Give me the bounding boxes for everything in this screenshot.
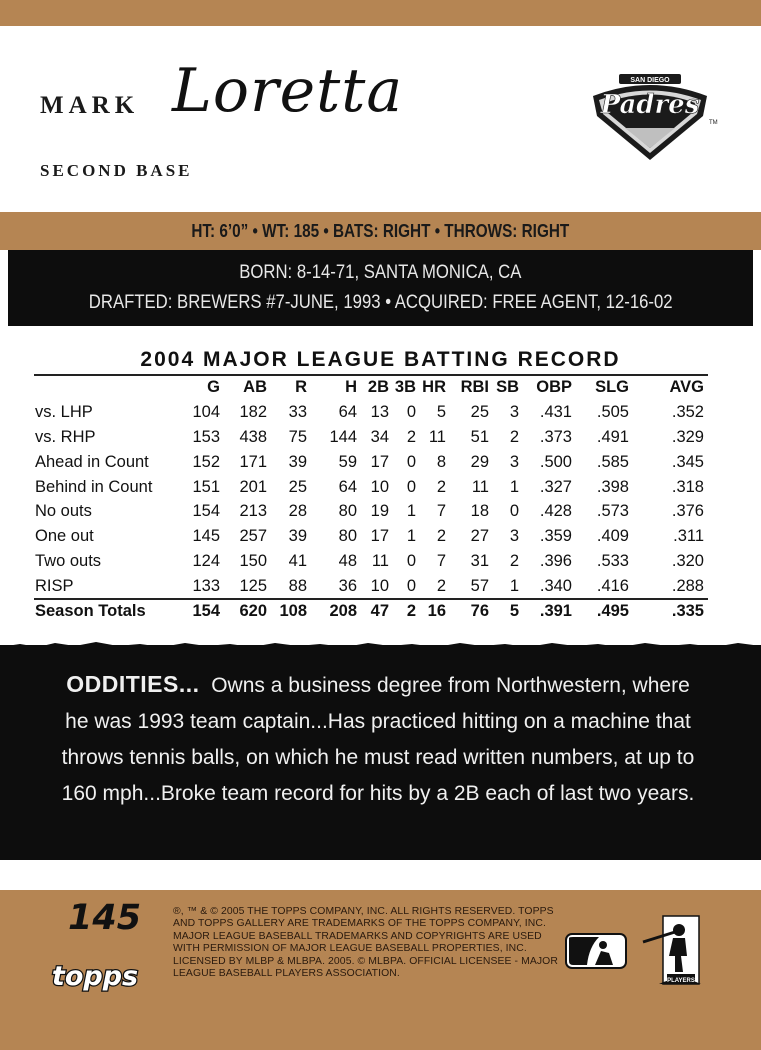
column-header: 2B — [367, 378, 389, 396]
oddities-text — [58, 666, 698, 812]
stat-cell: 104 — [192, 403, 220, 421]
stat-cell: .573 — [596, 502, 629, 520]
stat-cell: 5 — [436, 403, 446, 421]
stat-cell: 201 — [239, 478, 267, 496]
stat-cell: 8 — [436, 453, 446, 471]
column-header: AVG — [669, 378, 704, 396]
stat-cell: .352 — [671, 403, 704, 421]
stat-cell: 31 — [470, 552, 489, 570]
stat-cell: .373 — [539, 428, 572, 446]
table-row — [34, 527, 708, 551]
stat-cell: 36 — [338, 577, 357, 595]
stat-cell: 3 — [509, 527, 519, 545]
stat-cell: 133 — [192, 577, 220, 595]
season-totals-row — [34, 602, 708, 626]
stat-cell: 2 — [436, 577, 446, 595]
stat-cell: 25 — [470, 403, 489, 421]
row-label: No outs — [35, 502, 92, 520]
stat-cell: 80 — [338, 527, 357, 545]
column-header: R — [295, 378, 307, 396]
row-label: RISP — [35, 577, 74, 595]
stat-cell: 0 — [406, 403, 416, 421]
stat-cell: .396 — [539, 552, 572, 570]
stat-cell: 59 — [338, 453, 357, 471]
table-row — [34, 403, 708, 427]
stat-cell: 10 — [370, 577, 389, 595]
card-number: 145 — [68, 898, 142, 938]
stat-cell: 3 — [509, 403, 519, 421]
stat-cell: 80 — [338, 502, 357, 520]
stat-cell: 16 — [427, 602, 446, 620]
column-header: H — [345, 378, 357, 396]
stat-cell: 64 — [338, 403, 357, 421]
vitals-bar — [0, 212, 761, 250]
stat-cell: 438 — [239, 428, 267, 446]
player-first-name: MARK — [40, 92, 140, 119]
stat-cell: 152 — [192, 453, 220, 471]
stat-cell: 1 — [406, 502, 416, 520]
legal-text: ®, ™ & © 2005 THE TOPPS COMPANY, INC. ALL RIGHTS RESERVED. TOPPS AND TOPPS GALLERY ARE TRADEMARKS OF THE TOPPS COMPANY, INC. MAJOR LEAGUE BASEBALL TRADEMARKS AND COPYRIGHTS ARE USED WITH PERMISSION OF MAJOR LEAGUE BASEBALL PROPERTIES, INC. LICENSED BY MLBP & MLBPA. 2005. © MLBPA. OFFICIAL LICENSEE - MAJOR LEAGUE BASEBALL PLAYERS ASSOCIATION. — [173, 906, 558, 980]
player-last-name: Loretta — [172, 56, 404, 126]
stat-cell: .431 — [539, 403, 572, 421]
stat-cell: .495 — [596, 602, 629, 620]
stat-cell: .409 — [596, 527, 629, 545]
stat-cell: 41 — [288, 552, 307, 570]
mlb-logo-icon — [565, 933, 627, 969]
stat-cell: 125 — [239, 577, 267, 595]
column-header: OBP — [536, 378, 572, 396]
column-header: 3B — [394, 378, 416, 396]
stat-cell: .320 — [671, 552, 704, 570]
stat-cell: 150 — [239, 552, 267, 570]
column-header: G — [207, 378, 220, 396]
stat-cell: 7 — [436, 552, 446, 570]
stat-cell: 48 — [338, 552, 357, 570]
stat-cell: .311 — [673, 527, 704, 545]
svg-text:topps: topps — [51, 961, 139, 992]
oddities-heading: ODDITIES... — [66, 671, 200, 697]
stat-cell: 33 — [288, 403, 307, 421]
column-header: RBI — [460, 378, 489, 396]
stat-cell: 13 — [370, 403, 389, 421]
stat-cell: 17 — [370, 453, 389, 471]
stat-cell: .345 — [671, 453, 704, 471]
stat-cell: 1 — [406, 527, 416, 545]
draft-info: DRAFTED: BREWERS #7-JUNE, 1993 • ACQUIRED: FREE AGENT, 12-16-02 — [88, 292, 673, 313]
stat-cell: .398 — [596, 478, 629, 496]
stat-cell: 19 — [370, 502, 389, 520]
stat-cell: 182 — [239, 403, 267, 421]
row-label: One out — [35, 527, 94, 545]
stat-cell: 51 — [470, 428, 489, 446]
stat-cell: .335 — [671, 602, 704, 620]
stat-cell: .288 — [671, 577, 704, 595]
stat-cell: 0 — [406, 552, 416, 570]
stat-cell: 124 — [192, 552, 220, 570]
stat-cell: .327 — [539, 478, 572, 496]
stats-rule-top — [34, 374, 708, 376]
stat-cell: 213 — [239, 502, 267, 520]
stat-cell: 34 — [370, 428, 389, 446]
stat-cell: .391 — [539, 602, 572, 620]
stat-cell: .491 — [596, 428, 629, 446]
table-row — [34, 453, 708, 477]
stat-cell: .505 — [596, 403, 629, 421]
table-row — [34, 478, 708, 502]
row-label: Two outs — [35, 552, 102, 570]
stat-cell: 27 — [470, 527, 489, 545]
stat-cell: 2 — [509, 428, 519, 446]
stat-cell: .533 — [596, 552, 629, 570]
stat-cell: 2 — [509, 552, 519, 570]
stat-cell: .416 — [596, 577, 629, 595]
divider-strip — [0, 860, 761, 890]
stat-cell: 2 — [436, 527, 446, 545]
stat-cell: 208 — [329, 602, 357, 620]
stat-cell: 64 — [338, 478, 357, 496]
bio-panel — [8, 250, 753, 326]
stat-cell: 2 — [406, 602, 416, 620]
stat-cell: 25 — [288, 478, 307, 496]
column-header: SB — [496, 378, 519, 396]
stat-cell: .340 — [539, 577, 572, 595]
stat-cell: 108 — [279, 602, 307, 620]
table-row — [34, 428, 708, 452]
column-header: SLG — [595, 378, 629, 396]
stat-cell: 620 — [239, 602, 267, 620]
stat-cell: 0 — [406, 478, 416, 496]
svg-text:Padres: Padres — [600, 90, 700, 120]
stat-cell: .428 — [539, 502, 572, 520]
stat-cell: 76 — [470, 602, 489, 620]
table-row — [34, 502, 708, 526]
stat-cell: 75 — [288, 428, 307, 446]
stat-cell: 144 — [329, 428, 357, 446]
stat-cell: 153 — [192, 428, 220, 446]
stat-cell: 88 — [288, 577, 307, 595]
stat-cell: 145 — [192, 527, 220, 545]
stat-cell: .329 — [671, 428, 704, 446]
row-label: Season Totals — [35, 602, 146, 620]
stat-cell: 2 — [436, 478, 446, 496]
top-border — [0, 0, 761, 26]
stat-cell: 171 — [239, 453, 267, 471]
svg-text:SAN DIEGO: SAN DIEGO — [630, 77, 670, 84]
player-vitals: HT: 6’0” • WT: 185 • BATS: RIGHT • THROWS: RIGHT — [191, 220, 570, 241]
row-label: Behind in Count — [35, 478, 153, 496]
stat-cell: 39 — [288, 527, 307, 545]
stat-cell: 151 — [192, 478, 220, 496]
stat-cell: 17 — [370, 527, 389, 545]
table-header-row — [34, 378, 708, 402]
stat-cell: 0 — [509, 502, 519, 520]
stat-cell: .500 — [539, 453, 572, 471]
born-info: BORN: 8-14-71, SANTA MONICA, CA — [239, 262, 522, 283]
row-label: vs. RHP — [35, 428, 96, 446]
padres-logo-icon — [585, 68, 718, 163]
stat-cell: 29 — [470, 453, 489, 471]
stat-cell: 154 — [192, 602, 220, 620]
stat-cell: .318 — [671, 478, 704, 496]
stat-cell: 11 — [428, 428, 446, 446]
stat-cell: 11 — [471, 478, 489, 496]
stat-cell: 0 — [406, 453, 416, 471]
stat-cell: 257 — [239, 527, 267, 545]
column-header: HR — [422, 378, 446, 396]
stat-cell: 57 — [470, 577, 489, 595]
stat-cell: 3 — [509, 453, 519, 471]
row-label: vs. LHP — [35, 403, 93, 421]
player-position: SECOND BASE — [40, 161, 193, 180]
svg-text:PLAYERS: PLAYERS — [667, 978, 695, 984]
stat-cell: .585 — [596, 453, 629, 471]
stat-cell: .359 — [539, 527, 572, 545]
stat-cell: 18 — [470, 502, 489, 520]
stat-cell: 1 — [509, 478, 519, 496]
stat-cell: 1 — [509, 577, 519, 595]
stat-cell: 154 — [192, 502, 220, 520]
oddities-body: Owns a business degree from Northwestern, where he was 1993 team captain...Has practiced hitting on a machine that throws tennis balls, on which he must read written numbers, at up to 160 mph...Broke team record for hits by a 2B each of last two years. — [61, 674, 695, 805]
stat-cell: 39 — [288, 453, 307, 471]
column-header: AB — [243, 378, 267, 396]
stat-cell: 7 — [436, 502, 446, 520]
table-row — [34, 552, 708, 576]
stats-title: 2004 MAJOR LEAGUE BATTING RECORD — [140, 348, 621, 371]
row-label: Ahead in Count — [35, 453, 149, 471]
stat-cell: 28 — [288, 502, 307, 520]
stat-cell: 5 — [509, 602, 519, 620]
stat-cell: 0 — [406, 577, 416, 595]
topps-logo-icon — [52, 955, 138, 995]
stat-cell: 11 — [371, 552, 389, 570]
stats-rule-bottom — [34, 598, 708, 600]
stat-cell: .376 — [671, 502, 704, 520]
svg-text:TM: TM — [709, 120, 718, 126]
stat-cell: 2 — [406, 428, 416, 446]
mlbpa-logo-icon — [639, 912, 711, 990]
torn-edge — [0, 638, 761, 652]
stat-cell: 10 — [370, 478, 389, 496]
stat-cell: 47 — [370, 602, 389, 620]
